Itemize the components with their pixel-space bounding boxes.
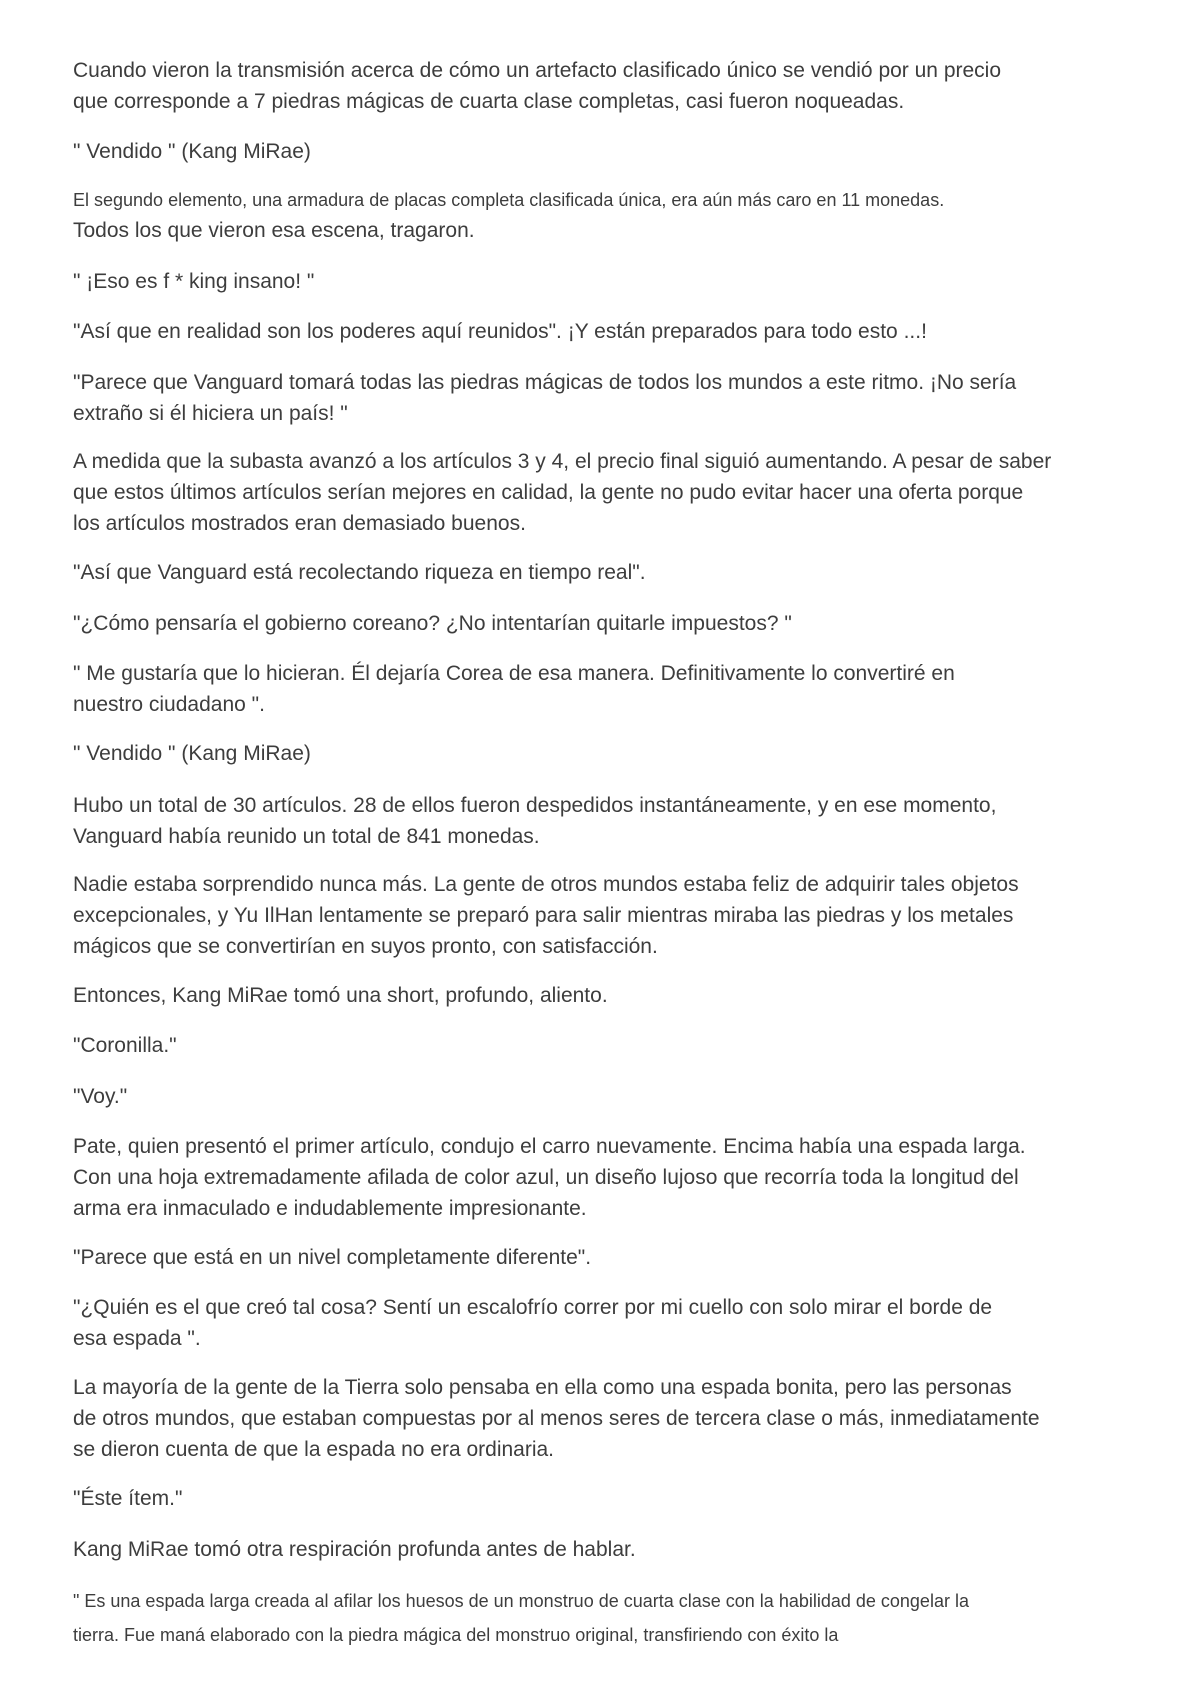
text-line: "¿Cómo pensaría el gobierno coreano? ¿No intentarían quitarle impuestos? " — [73, 612, 792, 635]
text-line: "Éste ítem." — [73, 1487, 183, 1510]
paragraph — [73, 1030, 1113, 1061]
text-line: "Parece que Vanguard tomará todas las piedras mágicas de todos los mundos a este ritmo. ¡No sería — [73, 371, 1017, 394]
text-line: extraño si él hiciera un país! " — [73, 402, 348, 425]
paragraph — [73, 446, 1113, 539]
text-line: " Me gustaría que lo hicieran. Él dejaría Corea de esa manera. Definitivamente lo convertiré en — [73, 662, 955, 685]
paragraph — [73, 266, 1113, 297]
text-line: La mayoría de la gente de la Tierra solo pensaba en ella como una espada bonita, pero las personas — [73, 1376, 1012, 1399]
text-line: arma era inmaculado e indudablemente impresionante. — [73, 1197, 587, 1220]
paragraph — [73, 557, 1113, 588]
text-line: se dieron cuenta de que la espada no era ordinaria. — [73, 1438, 555, 1461]
text-line: Hubo un total de 30 artículos. 28 de ellos fueron despedidos instantáneamente, y en ese momento, — [73, 794, 997, 817]
paragraph — [73, 1372, 1113, 1465]
text-line: tierra. Fue maná elaborado con la piedra mágica del monstruo original, transfiriendo con éxito la — [73, 1625, 839, 1645]
paragraph — [73, 316, 1113, 347]
text-line: " Vendido " (Kang MiRae) — [73, 742, 311, 765]
paragraph — [73, 186, 1113, 214]
text-line: Con una hoja extremadamente afilada de color azul, un diseño lujoso que recorría toda la longitud del — [73, 1166, 1019, 1189]
paragraph — [73, 658, 1113, 720]
paragraph — [73, 980, 1113, 1011]
text-line: de otros mundos, que estaban compuestas por al menos seres de tercera clase o más, inmediatamente — [73, 1407, 1040, 1430]
paragraph — [73, 790, 1113, 852]
text-line: "Coronilla." — [73, 1034, 177, 1057]
paragraph — [73, 367, 1113, 429]
text-line: " ¡Eso es f * king insano! " — [73, 270, 315, 293]
text-line: mágicos que se convertirían en suyos pronto, con satisfacción. — [73, 935, 658, 958]
paragraph — [73, 1534, 1113, 1565]
paragraph — [73, 608, 1113, 639]
text-line: esa espada ". — [73, 1327, 201, 1350]
text-line: "Así que Vanguard está recolectando riqueza en tiempo real". — [73, 561, 646, 584]
paragraph — [73, 1131, 1105, 1224]
paragraph — [73, 215, 1113, 246]
text-line: Kang MiRae tomó otra respiración profunda antes de hablar. — [73, 1538, 636, 1561]
text-line: "¿Quién es el que creó tal cosa? Sentí un escalofrío correr por mi cuello con solo mirar el borde de — [73, 1296, 993, 1319]
text-line: "Parece que está en un nivel completamente diferente". — [73, 1246, 592, 1269]
text-line: Nadie estaba sorprendido nunca más. La gente de otros mundos estaba feliz de adquirir tales objetos — [73, 873, 1019, 896]
text-line: excepcionales, y Yu IlHan lentamente se preparó para salir mientras miraba las piedras y los metales — [73, 904, 1014, 927]
paragraph — [73, 869, 1113, 962]
paragraph — [73, 1483, 1113, 1514]
paragraph — [73, 1621, 1113, 1649]
paragraph — [73, 1292, 1113, 1354]
text-line: que estos últimos artículos serían mejores en calidad, la gente no pudo evitar hacer una oferta porque — [73, 481, 1024, 504]
paragraph — [73, 1242, 1113, 1273]
text-line: los artículos mostrados eran demasiado buenos. — [73, 512, 526, 535]
text-line: Todos los que vieron esa escena, tragaron. — [73, 219, 475, 242]
paragraph — [73, 55, 1113, 117]
text-line: Pate, quien presentó el primer artículo, condujo el carro nuevamente. Encima había una espada larga. — [73, 1135, 1026, 1158]
text-line: nuestro ciudadano ". — [73, 693, 265, 716]
paragraph — [73, 1081, 1113, 1112]
paragraph — [73, 738, 1113, 769]
text-line: "Así que en realidad son los poderes aquí reunidos". ¡Y están preparados para todo esto ...! — [73, 320, 927, 343]
text-line: Entonces, Kang MiRae tomó una short, profundo, aliento. — [73, 984, 608, 1007]
text-line: que corresponde a 7 piedras mágicas de cuarta clase completas, casi fueron noqueadas. — [73, 90, 905, 113]
text-line: Cuando vieron la transmisión acerca de cómo un artefacto clasificado único se vendió por un precio — [73, 59, 1002, 82]
text-line: Vanguard había reunido un total de 841 monedas. — [73, 825, 540, 848]
paragraph — [73, 136, 1113, 167]
text-line: " Es una espada larga creada al afilar los huesos de un monstruo de cuarta clase con la habilidad de congelar la — [73, 1591, 969, 1611]
text-line: "Voy." — [73, 1085, 128, 1108]
text-line: A medida que la subasta avanzó a los artículos 3 y 4, el precio final siguió aumentando. A pesar de saber — [73, 450, 1052, 473]
paragraph — [73, 1587, 1113, 1615]
text-line: " Vendido " (Kang MiRae) — [73, 140, 311, 163]
text-line: El segundo elemento, una armadura de placas completa clasificada única, era aún más caro en 11 monedas. — [73, 190, 945, 210]
